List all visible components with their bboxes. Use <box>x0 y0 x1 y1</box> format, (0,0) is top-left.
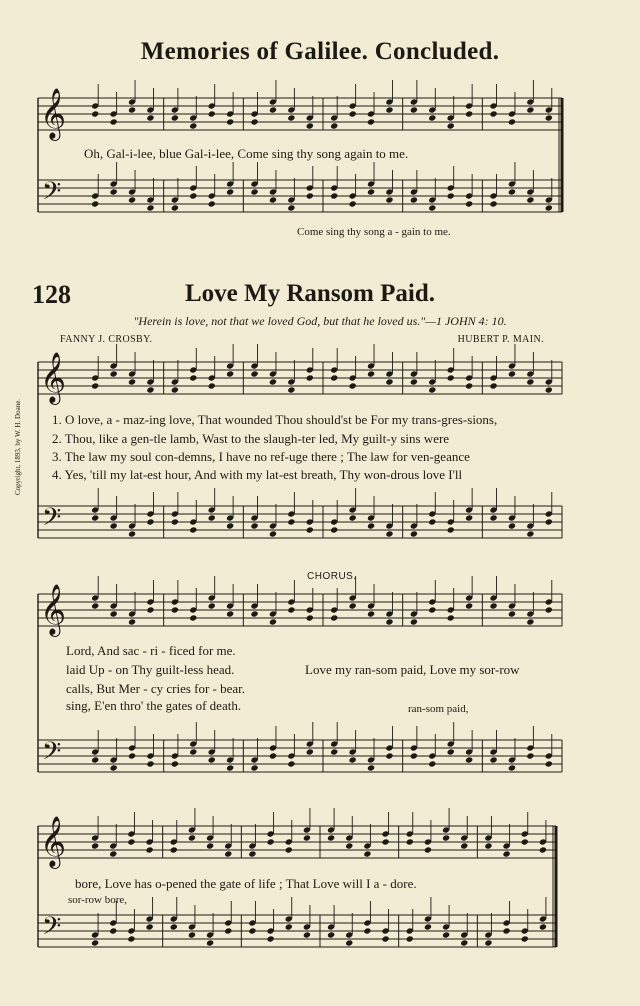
notehead <box>266 838 274 845</box>
notehead <box>484 939 492 946</box>
notehead <box>303 931 311 938</box>
system3-lyric-1: Lord, And sac - ri - ficed for me. <box>66 643 236 658</box>
composer-credit: HUBERT P. MAIN. <box>457 334 544 345</box>
notehead <box>171 114 179 121</box>
notehead <box>146 518 154 525</box>
chorus-label: CHORUS. <box>307 571 357 582</box>
notehead <box>109 927 117 934</box>
notehead <box>489 602 497 609</box>
notehead <box>410 106 418 113</box>
copyright-notice: Copyright, 1893, by W. H. Doane. <box>14 398 22 495</box>
notehead <box>171 606 179 613</box>
notehead <box>330 748 338 755</box>
notehead <box>109 850 117 857</box>
notehead <box>128 530 136 537</box>
notehead <box>367 370 375 377</box>
notehead <box>91 382 99 389</box>
notehead <box>349 514 357 521</box>
notehead <box>170 923 178 930</box>
notehead <box>465 756 473 763</box>
notehead <box>526 618 534 625</box>
notehead <box>381 838 389 845</box>
notehead <box>287 760 295 767</box>
notehead <box>345 842 353 849</box>
system3-lyric-3: calls, But Mer - cy cries for - bear. <box>66 681 246 696</box>
notehead <box>189 122 197 129</box>
notehead <box>526 752 534 759</box>
notehead <box>146 386 154 393</box>
notehead <box>189 192 197 199</box>
notehead <box>128 378 136 385</box>
notehead <box>128 752 136 759</box>
notehead <box>330 526 338 533</box>
notehead <box>484 842 492 849</box>
notehead <box>224 850 232 857</box>
notehead <box>250 370 258 377</box>
notehead <box>145 923 153 930</box>
notehead <box>442 834 450 841</box>
notehead <box>306 374 314 381</box>
notehead <box>465 514 473 521</box>
verse-2: 2. Thou, like a gen-tle lamb, Wast to the slaugh-ter led, My guilt-y sins were <box>52 431 450 446</box>
notehead <box>349 756 357 763</box>
notehead <box>248 850 256 857</box>
system3-lyric-2b: Love my ran-som paid, Love my sor-row <box>305 662 520 677</box>
notehead <box>171 518 179 525</box>
notehead <box>208 200 216 207</box>
notehead <box>306 192 314 199</box>
notehead <box>465 200 473 207</box>
notehead <box>226 522 234 529</box>
notehead <box>224 927 232 934</box>
notehead <box>502 850 510 857</box>
notehead <box>91 756 99 763</box>
notehead <box>428 114 436 121</box>
notehead <box>410 378 418 385</box>
notehead <box>287 114 295 121</box>
notehead <box>269 752 277 759</box>
system3-lyric-2a: laid Up - on Thy guilt-less head. <box>66 662 235 677</box>
notehead <box>208 756 216 763</box>
notehead <box>146 606 154 613</box>
notehead <box>208 514 216 521</box>
notehead <box>526 106 534 113</box>
notehead <box>287 518 295 525</box>
bass-clef-icon: 𝄢 <box>42 177 62 212</box>
hymn-title: Love My Ransom Paid. <box>185 280 435 307</box>
notehead <box>208 382 216 389</box>
notehead <box>226 370 234 377</box>
notehead <box>91 602 99 609</box>
notehead <box>502 927 510 934</box>
notehead <box>508 522 516 529</box>
notehead <box>91 110 99 117</box>
notehead <box>508 370 516 377</box>
notehead <box>424 846 432 853</box>
galilee-bass-lyric: Come sing thy song a - gain to me. <box>297 226 451 238</box>
notehead <box>489 514 497 521</box>
notehead <box>349 110 357 117</box>
notehead <box>410 530 418 537</box>
notehead <box>189 614 197 621</box>
treble-clef-icon: 𝄞 <box>40 584 67 635</box>
notehead <box>406 935 414 942</box>
notehead <box>330 192 338 199</box>
notehead <box>285 846 293 853</box>
notehead <box>287 606 295 613</box>
notehead <box>250 522 258 529</box>
system4-lyric: bore, Love has o-pened the gate of life ; That Love will I a - dore. <box>75 876 417 891</box>
notehead <box>428 606 436 613</box>
notehead <box>465 110 473 117</box>
notehead <box>521 935 529 942</box>
verse-1: 1. O love, a - maz-ing love, That wounded Thou should'st be For my trans-gres-sions, <box>52 412 498 427</box>
notehead <box>447 748 455 755</box>
notehead <box>545 114 553 121</box>
notehead <box>110 764 118 771</box>
notehead <box>424 923 432 930</box>
notehead <box>127 838 135 845</box>
notehead <box>248 927 256 934</box>
notehead <box>189 526 197 533</box>
section-title: Memories of Galilee. Concluded. <box>140 38 500 65</box>
notehead <box>385 530 393 537</box>
verse-3: 3. The law my soul con-demns, I have no ref-uge there ; The law for ven-geance <box>52 449 470 464</box>
notehead <box>508 764 516 771</box>
notehead <box>367 610 375 617</box>
notehead <box>146 760 154 767</box>
notehead <box>110 522 118 529</box>
notehead <box>91 842 99 849</box>
notehead <box>385 618 393 625</box>
notehead <box>447 614 455 621</box>
notehead <box>406 838 414 845</box>
notehead <box>330 614 338 621</box>
notehead <box>545 518 553 525</box>
notehead <box>508 188 516 195</box>
notehead <box>146 114 154 121</box>
notehead <box>381 935 389 942</box>
hymn-number: 128 <box>32 280 71 309</box>
notehead <box>269 106 277 113</box>
system4-bass-lyric: sor-row bore, <box>68 894 128 906</box>
scripture-epigraph: "Herein is love, not that we loved God, but that he loved us."—1 JOHN 4: 10. <box>133 314 507 328</box>
bass-clef-icon: 𝄢 <box>42 737 62 772</box>
system3-lyric-4: sing, E'en thro' the gates of death. <box>66 698 242 713</box>
notehead <box>287 386 295 393</box>
notehead <box>189 748 197 755</box>
verse-4: 4. Yes, 'till my lat-est hour, And with my lat-est breath, Thy won-drous love I'll <box>52 467 463 482</box>
notehead <box>250 118 258 125</box>
notehead <box>410 618 418 625</box>
notehead <box>442 931 450 938</box>
notehead <box>91 939 99 946</box>
notehead <box>306 614 314 621</box>
notehead <box>250 610 258 617</box>
notehead <box>428 204 436 211</box>
notehead <box>306 526 314 533</box>
notehead <box>226 118 234 125</box>
notehead <box>508 610 516 617</box>
notehead <box>489 200 497 207</box>
notehead <box>170 846 178 853</box>
notehead <box>363 850 371 857</box>
notehead <box>489 110 497 117</box>
notehead <box>146 204 154 211</box>
bass-clef-icon: 𝄢 <box>42 503 62 538</box>
notehead <box>110 118 118 125</box>
notehead <box>349 200 357 207</box>
notehead <box>171 760 179 767</box>
notehead <box>110 610 118 617</box>
notehead <box>489 382 497 389</box>
galilee-lyric: Oh, Gal-i-lee, blue Gal-i-lee, Come sing thy song again to me. <box>84 146 409 161</box>
treble-clef-icon: 𝄞 <box>40 352 67 403</box>
notehead <box>250 188 258 195</box>
notehead <box>428 518 436 525</box>
notehead <box>410 752 418 759</box>
notehead <box>385 378 393 385</box>
notehead <box>91 514 99 521</box>
notehead <box>110 188 118 195</box>
notehead <box>428 760 436 767</box>
notehead <box>269 378 277 385</box>
notehead <box>447 526 455 533</box>
notehead <box>171 204 179 211</box>
notehead <box>145 846 153 853</box>
notehead <box>526 378 534 385</box>
notehead <box>327 931 335 938</box>
notehead <box>460 939 468 946</box>
notehead <box>188 834 196 841</box>
notehead <box>385 106 393 113</box>
notehead <box>269 618 277 625</box>
notehead <box>367 188 375 195</box>
author-credit: FANNY J. CROSBY. <box>60 334 153 345</box>
bass-clef-icon: 𝄢 <box>42 912 62 947</box>
notehead <box>188 931 196 938</box>
notehead <box>508 118 516 125</box>
notehead <box>250 764 258 771</box>
notehead <box>521 838 529 845</box>
notehead <box>460 842 468 849</box>
notehead <box>303 834 311 841</box>
notehead <box>189 374 197 381</box>
notehead <box>526 196 534 203</box>
treble-clef-icon: 𝄞 <box>40 88 67 139</box>
notehead <box>208 110 216 117</box>
notehead <box>306 122 314 129</box>
notehead <box>127 935 135 942</box>
notehead <box>128 196 136 203</box>
notehead <box>269 530 277 537</box>
notehead <box>447 192 455 199</box>
notehead <box>306 748 314 755</box>
notehead <box>526 530 534 537</box>
notehead <box>545 204 553 211</box>
notehead <box>545 386 553 393</box>
notehead <box>447 122 455 129</box>
notehead <box>128 106 136 113</box>
notehead <box>539 923 547 930</box>
notehead <box>489 756 497 763</box>
notehead <box>171 386 179 393</box>
notehead <box>206 842 214 849</box>
notehead <box>367 522 375 529</box>
notehead <box>428 386 436 393</box>
notehead <box>545 760 553 767</box>
notehead <box>226 610 234 617</box>
notehead <box>285 923 293 930</box>
notehead <box>206 939 214 946</box>
notehead <box>465 382 473 389</box>
notehead <box>539 846 547 853</box>
notehead <box>226 764 234 771</box>
notehead <box>410 196 418 203</box>
notehead <box>447 374 455 381</box>
notehead <box>545 606 553 613</box>
notehead <box>330 122 338 129</box>
notehead <box>287 204 295 211</box>
notehead <box>110 370 118 377</box>
notehead <box>208 602 216 609</box>
notehead <box>266 935 274 942</box>
notehead <box>327 834 335 841</box>
notehead <box>465 602 473 609</box>
notehead <box>367 118 375 125</box>
notehead <box>349 602 357 609</box>
notehead <box>128 618 136 625</box>
notehead <box>385 196 393 203</box>
treble-clef-icon: 𝄞 <box>40 816 67 867</box>
system3-bass-lyric: ran-som paid, <box>408 703 469 715</box>
notehead <box>367 764 375 771</box>
notehead <box>91 200 99 207</box>
notehead <box>330 374 338 381</box>
notehead <box>363 927 371 934</box>
notehead <box>349 382 357 389</box>
notehead <box>226 188 234 195</box>
notehead <box>385 752 393 759</box>
notehead <box>269 196 277 203</box>
notehead <box>345 939 353 946</box>
